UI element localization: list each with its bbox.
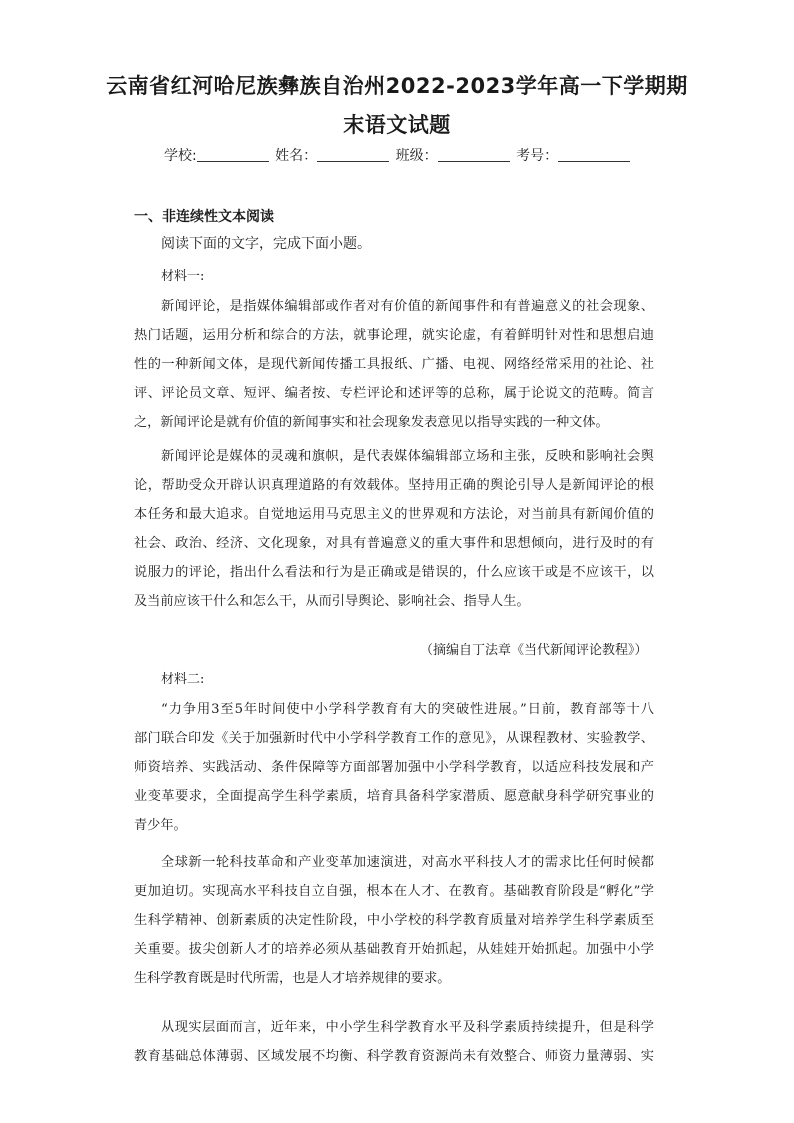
material1-line: 及当前应该干什么和怎么干，从而引导舆论、影响社会、指导人生。 <box>134 594 530 609</box>
name-blank[interactable] <box>317 147 389 162</box>
material1-line: 性的一种新闻文体，是现代新闻传播工具报纸、广播、电视、网络经常采用的社论、社 <box>134 357 654 372</box>
material1-line: 评、评论员文章、短评、编者按、专栏评论和述评等的总称，属于论说文的范畴。简言 <box>134 386 654 401</box>
material2-line: 从现实层面而言，近年来，中小学生科学教育水平及科学素质持续提升，但是科学 <box>161 1020 654 1035</box>
material1-line: 社会、政治、经济、文化现象，对具有普遍意义的重大事件和思想倾向，进行及时的有 <box>134 536 654 551</box>
material2-line: 部门联合印发《关于加强新时代中小学科学教育工作的意见》，从课程教材、实验教学、 <box>134 731 654 746</box>
material2-line: 更加迫切。实现高水平科技自立自强，根本在人才、在教育。基础教育阶段是“孵化”学 <box>134 884 654 899</box>
material1-line: 论，帮助受众开辟认识真理道路的有效载体。坚持用正确的舆论引导人是新闻评论的根 <box>134 478 654 493</box>
material2-line: 生科学精神、创新素质的决定性阶段，中小学校的科学教育质量对培养学生科学素质至 <box>134 913 654 928</box>
material1-label: 材料一: <box>161 269 205 284</box>
material1-line: 新闻评论，是指媒体编辑部或作者对有价值的新闻事件和有普遍意义的社会现象、 <box>161 299 654 314</box>
material1-source: （摘编自丁法章《当代新闻评论教程》） <box>420 643 648 658</box>
material2-line: 教育基础总体薄弱、区域发展不均衡、科学教育资源尚未有效整合、师资力量薄弱、实 <box>134 1049 654 1064</box>
material2-line: 生科学教育既是时代所需，也是人才培养规律的要求。 <box>134 971 451 986</box>
section-heading: 一、非连续性文本阅读 <box>134 209 274 225</box>
material1-line: 本任务和最大追求。自觉地运用马克思主义的世界观和方法论，对当前具有新闻价值的 <box>134 507 654 522</box>
material2-line: 青少年。 <box>134 818 187 833</box>
material2-line: 师资培养、实践活动、条件保障等方面部署加强中小学科学教育，以适应科技发展和产 <box>134 760 654 775</box>
exam-number-blank[interactable] <box>558 147 630 162</box>
section-instruction: 阅读下面的文字，完成下面小题。 <box>161 236 371 252</box>
school-label: 学校: <box>164 148 197 164</box>
class-blank[interactable] <box>438 147 510 162</box>
exam-title-line1: 云南省红河哈尼族彝族自治州2022-2023学年高一下学期期 <box>106 74 688 98</box>
material2-line: “力争用3至5年时间使中小学科学教育有大的突破性进展。”日前，教育部等十八 <box>161 702 654 717</box>
material1-line: 新闻评论是媒体的灵魂和旗帜，是代表媒体编辑部立场和主张，反映和影响社会舆 <box>161 449 654 464</box>
material2-line: 全球新一轮科技革命和产业变革加速演进，对高水平科技人才的需求比任何时候都 <box>161 855 654 870</box>
material1-line: 说服力的评论，指出什么看法和行为是正确或是错误的，什么应该干或是不应该干，以 <box>134 565 654 580</box>
material1-line: 之，新闻评论是就有价值的新闻事实和社会现象发表意见以指导实践的一种文体。 <box>134 415 609 430</box>
exam-title-line2: 末语文试题 <box>343 113 451 137</box>
material1-line: 热门话题，运用分析和综合的方法，就事论理，就实论虚，有着鲜明针对性和思想启迪 <box>134 328 654 343</box>
school-blank[interactable] <box>197 147 269 162</box>
material2-line: 关重要。拔尖创新人才的培养必须从基础教育开始抓起，从娃娃开始抓起。加强中小学 <box>134 942 654 957</box>
student-info-row <box>164 145 632 165</box>
name-label: 姓名： <box>275 148 318 164</box>
material2-label: 材料二: <box>161 672 205 687</box>
exam-number-label: 考号： <box>516 148 559 164</box>
class-label: 班级： <box>395 148 438 164</box>
material2-line: 业变革要求，全面提高学生科学素质，培育具备科学家潜质、愿意献身科学研究事业的 <box>134 789 654 804</box>
